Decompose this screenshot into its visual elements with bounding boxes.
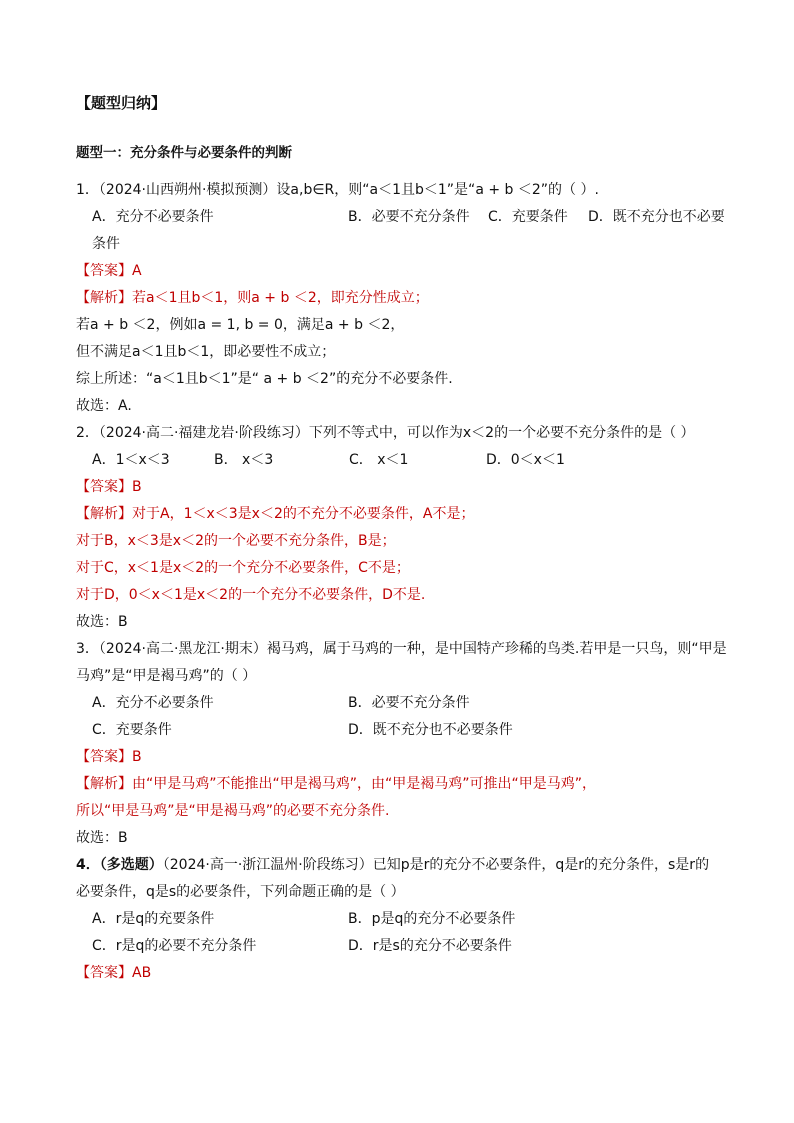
options-row xyxy=(76,204,736,231)
answer-label: 【答案】 xyxy=(76,749,132,765)
analysis-line: 综上所述：“a＜1且b＜1”是“ a + b ＜2”的充分不必要条件. xyxy=(76,371,453,387)
answer-line xyxy=(76,960,736,987)
question-stem-continuation: 必要条件，q是s的必要条件，下列命题正确的是（ ） xyxy=(76,884,405,900)
answer-line xyxy=(76,258,736,285)
choice-line: 故选：B xyxy=(76,830,128,846)
question-stem-text: （2024·高一·浙江温州·阶段练习）已知p是r的充分不必要条件，q是r的充分条件，s是r的 xyxy=(162,857,710,873)
multi-select-tag: （多选题） xyxy=(99,857,163,873)
question-3 xyxy=(76,636,736,852)
question-stem xyxy=(76,852,736,879)
options-row xyxy=(76,447,736,474)
answer-line xyxy=(76,744,736,771)
answer-label: 【答案】 xyxy=(76,479,132,495)
options-row xyxy=(76,690,736,717)
option-c: C．充要条件 xyxy=(92,722,172,738)
option-a: A．1＜x＜3 xyxy=(92,452,170,468)
analysis-line: 对于D，0＜x＜1是x＜2的一个充分不必要条件，D不是. xyxy=(76,587,426,603)
question-type-title: 题型一：充分条件与必要条件的判断 xyxy=(76,145,292,161)
option-d: D．既不充分也不必要 xyxy=(588,209,725,225)
answer-value: B xyxy=(132,479,142,495)
option-d: D．既不充分也不必要条件 xyxy=(348,722,513,738)
option-b: B．必要不充分条件 xyxy=(348,695,470,711)
option-d: D．r是s的充分不必要条件 xyxy=(348,938,512,954)
option-a: A．充分不必要条件 xyxy=(92,209,214,225)
question-4 xyxy=(76,852,736,987)
analysis-label: 【解析】 xyxy=(76,776,132,792)
analysis-text: 对于A，1＜x＜3是x＜2的不充分不必要条件，A不是； xyxy=(132,506,475,522)
option-a: A．r是q的充要条件 xyxy=(92,911,215,927)
choice-line: 故选：A. xyxy=(76,398,132,414)
options-row xyxy=(76,906,736,933)
option-b: B． x＜3 xyxy=(214,452,274,468)
answer-value: A xyxy=(132,263,142,279)
question-stem: 2．（2024·高二·福建龙岩·阶段练习）下列不等式中，可以作为x＜2的一个必要不充分条件的是（ ） xyxy=(76,425,695,441)
option-c: C．充要条件 xyxy=(488,209,568,225)
analysis-line xyxy=(76,501,736,528)
analysis-line xyxy=(76,285,736,312)
analysis-text: 由“甲是马鸡”不能推出“甲是褐马鸡”，由“甲是褐马鸡”可推出“甲是马鸡”， xyxy=(132,776,597,792)
question-1 xyxy=(76,177,736,420)
answer-value: AB xyxy=(132,965,152,981)
page-content xyxy=(76,93,736,987)
option-d: D．0＜x＜1 xyxy=(486,452,565,468)
analysis-line: 若a + b ＜2，例如a = 1, b = 0，满足a + b ＜2， xyxy=(76,317,405,333)
section-title: 【题型归纳】 xyxy=(76,94,167,112)
answer-label: 【答案】 xyxy=(76,965,132,981)
option-b: B．p是q的充分不必要条件 xyxy=(348,911,516,927)
options-row xyxy=(76,933,736,960)
question-stem-continuation: 马鸡”是“甲是褐马鸡”的（ ） xyxy=(76,668,257,684)
analysis-line: 对于B，x＜3是x＜2的一个必要不充分条件，B是； xyxy=(76,533,396,549)
option-b: B．必要不充分条件 xyxy=(348,209,470,225)
choice-line: 故选：B xyxy=(76,614,128,630)
option-c: C． x＜1 xyxy=(349,452,409,468)
question-stem: 1．（2024·山西朔州·模拟预测）设a,b∈R，则“a＜1且b＜1”是“a + b ＜2”的（ ）. xyxy=(76,182,599,198)
question-number: 4． xyxy=(76,857,100,873)
question-2 xyxy=(76,420,736,636)
analysis-line xyxy=(76,771,736,798)
analysis-line: 所以“甲是马鸡”是“甲是褐马鸡”的必要不充分条件. xyxy=(76,803,390,819)
analysis-label: 【解析】 xyxy=(76,290,132,306)
answer-value: B xyxy=(132,749,142,765)
options-row xyxy=(76,717,736,744)
option-d-continuation: 条件 xyxy=(92,236,120,252)
option-c: C．r是q的必要不充分条件 xyxy=(92,938,257,954)
question-stem: 3．（2024·高二·黑龙江·期末）褐马鸡，属于马鸡的一种，是中国特产珍稀的鸟类.若甲是一只鸟，则“甲是 xyxy=(76,641,727,657)
answer-label: 【答案】 xyxy=(76,263,132,279)
analysis-text: 若a＜1且b＜1，则a + b ＜2，即充分性成立； xyxy=(132,290,429,306)
analysis-label: 【解析】 xyxy=(76,506,132,522)
analysis-line: 但不满足a＜1且b＜1，即必要性不成立； xyxy=(76,344,336,360)
answer-line xyxy=(76,474,736,501)
analysis-line: 对于C，x＜1是x＜2的一个充分不必要条件，C不是； xyxy=(76,560,410,576)
option-a: A．充分不必要条件 xyxy=(92,695,214,711)
